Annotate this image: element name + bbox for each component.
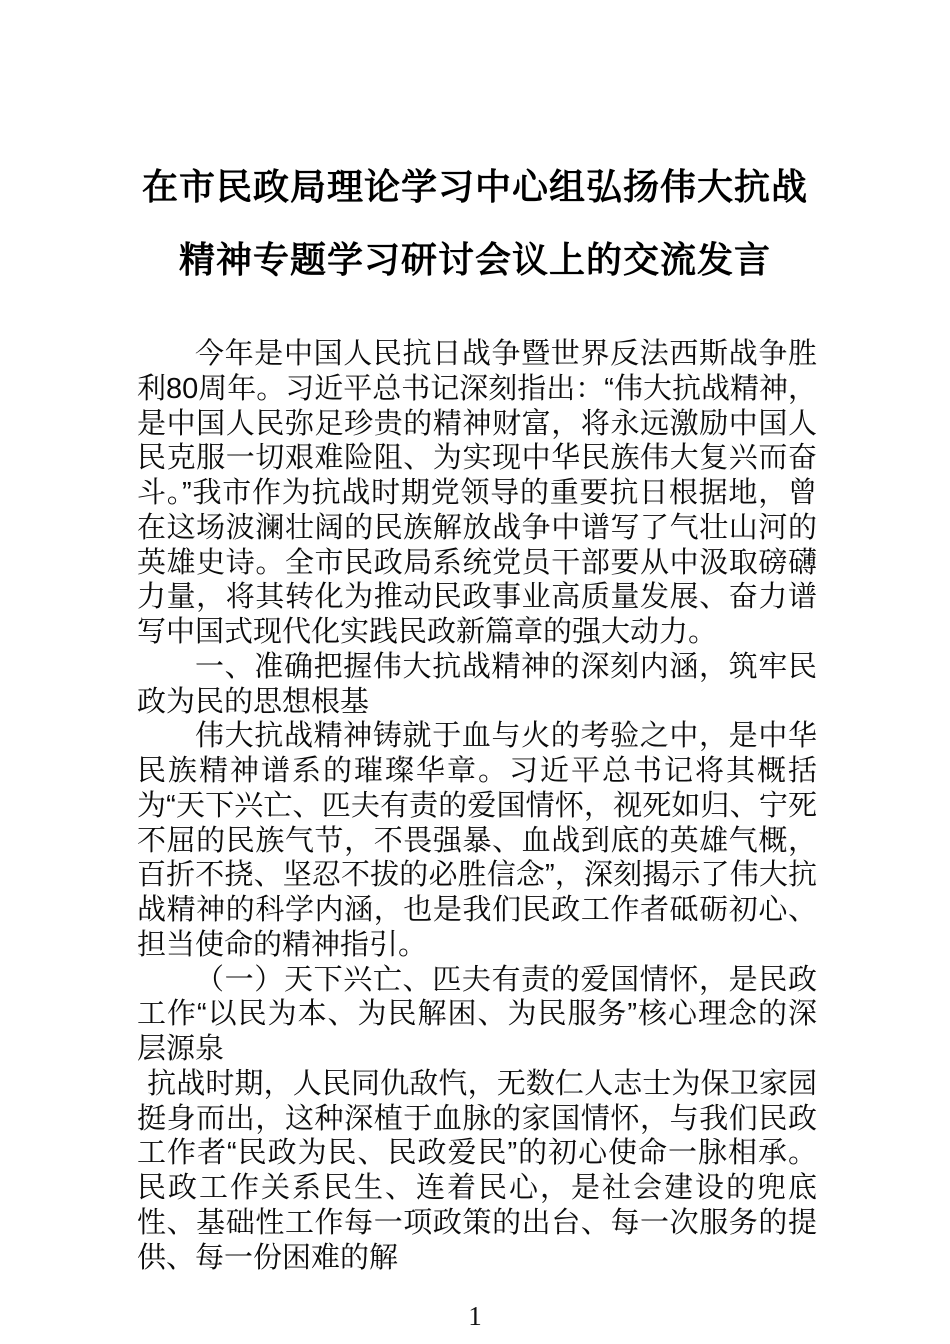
page-number: 1	[468, 1301, 482, 1332]
document-body	[137, 337, 817, 1275]
paragraph-spirit-connotation: 伟大抗战精神铸就于血与火的考验之中，是中华民族精神谱系的璀璨华章。习近平总书记将其概括为“天下兴亡、匹夫有责的爱国情怀，视死如归、宁死不屈的民族气节，不畏强暴、血战到底的英雄气概，百折不挠、坚忍不拔的必胜信念”，深刻揭示了伟大抗战精神的科学内涵，也是我们民政工作者砥砺初心、担当使命的精神指引。	[137, 720, 817, 961]
paragraph-subsection-one: （一）天下兴亡、匹夫有责的爱国情怀，是民政工作“以民为本、为民解困、为民服务”核心理念的深层源泉	[137, 963, 817, 1065]
paragraph-intro: 今年是中国人民抗日战争暨世界反法西斯战争胜利80周年。习近平总书记深刻指出：“伟大抗战精神，是中国人民弥足珍贵的精神财富，将永远激励中国人民克服一切艰难险阻、为实现中华民族伟大复兴而奋斗。”我市作为抗战时期党领导的重要抗日根据地，曾在这场波澜壮阔的民族解放战争中谱写了气壮山河的英雄史诗。全市民政局系统党员干部要从中汲取磅礴力量，将其转化为推动民政事业高质量发展、奋力谱写中国式现代化实践民政新篇章的强大动力。	[137, 338, 817, 648]
document-title-line-1: 在市民政局理论学习中心组弘扬伟大抗战	[141, 166, 808, 207]
document-title-line-2: 精神专题学习研讨会议上的交流发言	[178, 239, 771, 280]
paragraph-wartime: 抗战时期，人民同仇敌忾，无数仁人志士为保卫家园挺身而出，这种深植于血脉的家国情怀，与我们民政工作者“民政为民、民政爱民”的初心使命一脉相承。民政工作关系民生、连着民心，是社会建设的兜底性、基础性工作每一项政策的出台、每一次服务的提供、每一份困难的解	[137, 1067, 817, 1274]
section-heading: 一、准确把握伟大抗战精神的深刻内涵，筑牢民政为民的思想根基	[137, 650, 817, 718]
document-title	[90, 150, 860, 296]
